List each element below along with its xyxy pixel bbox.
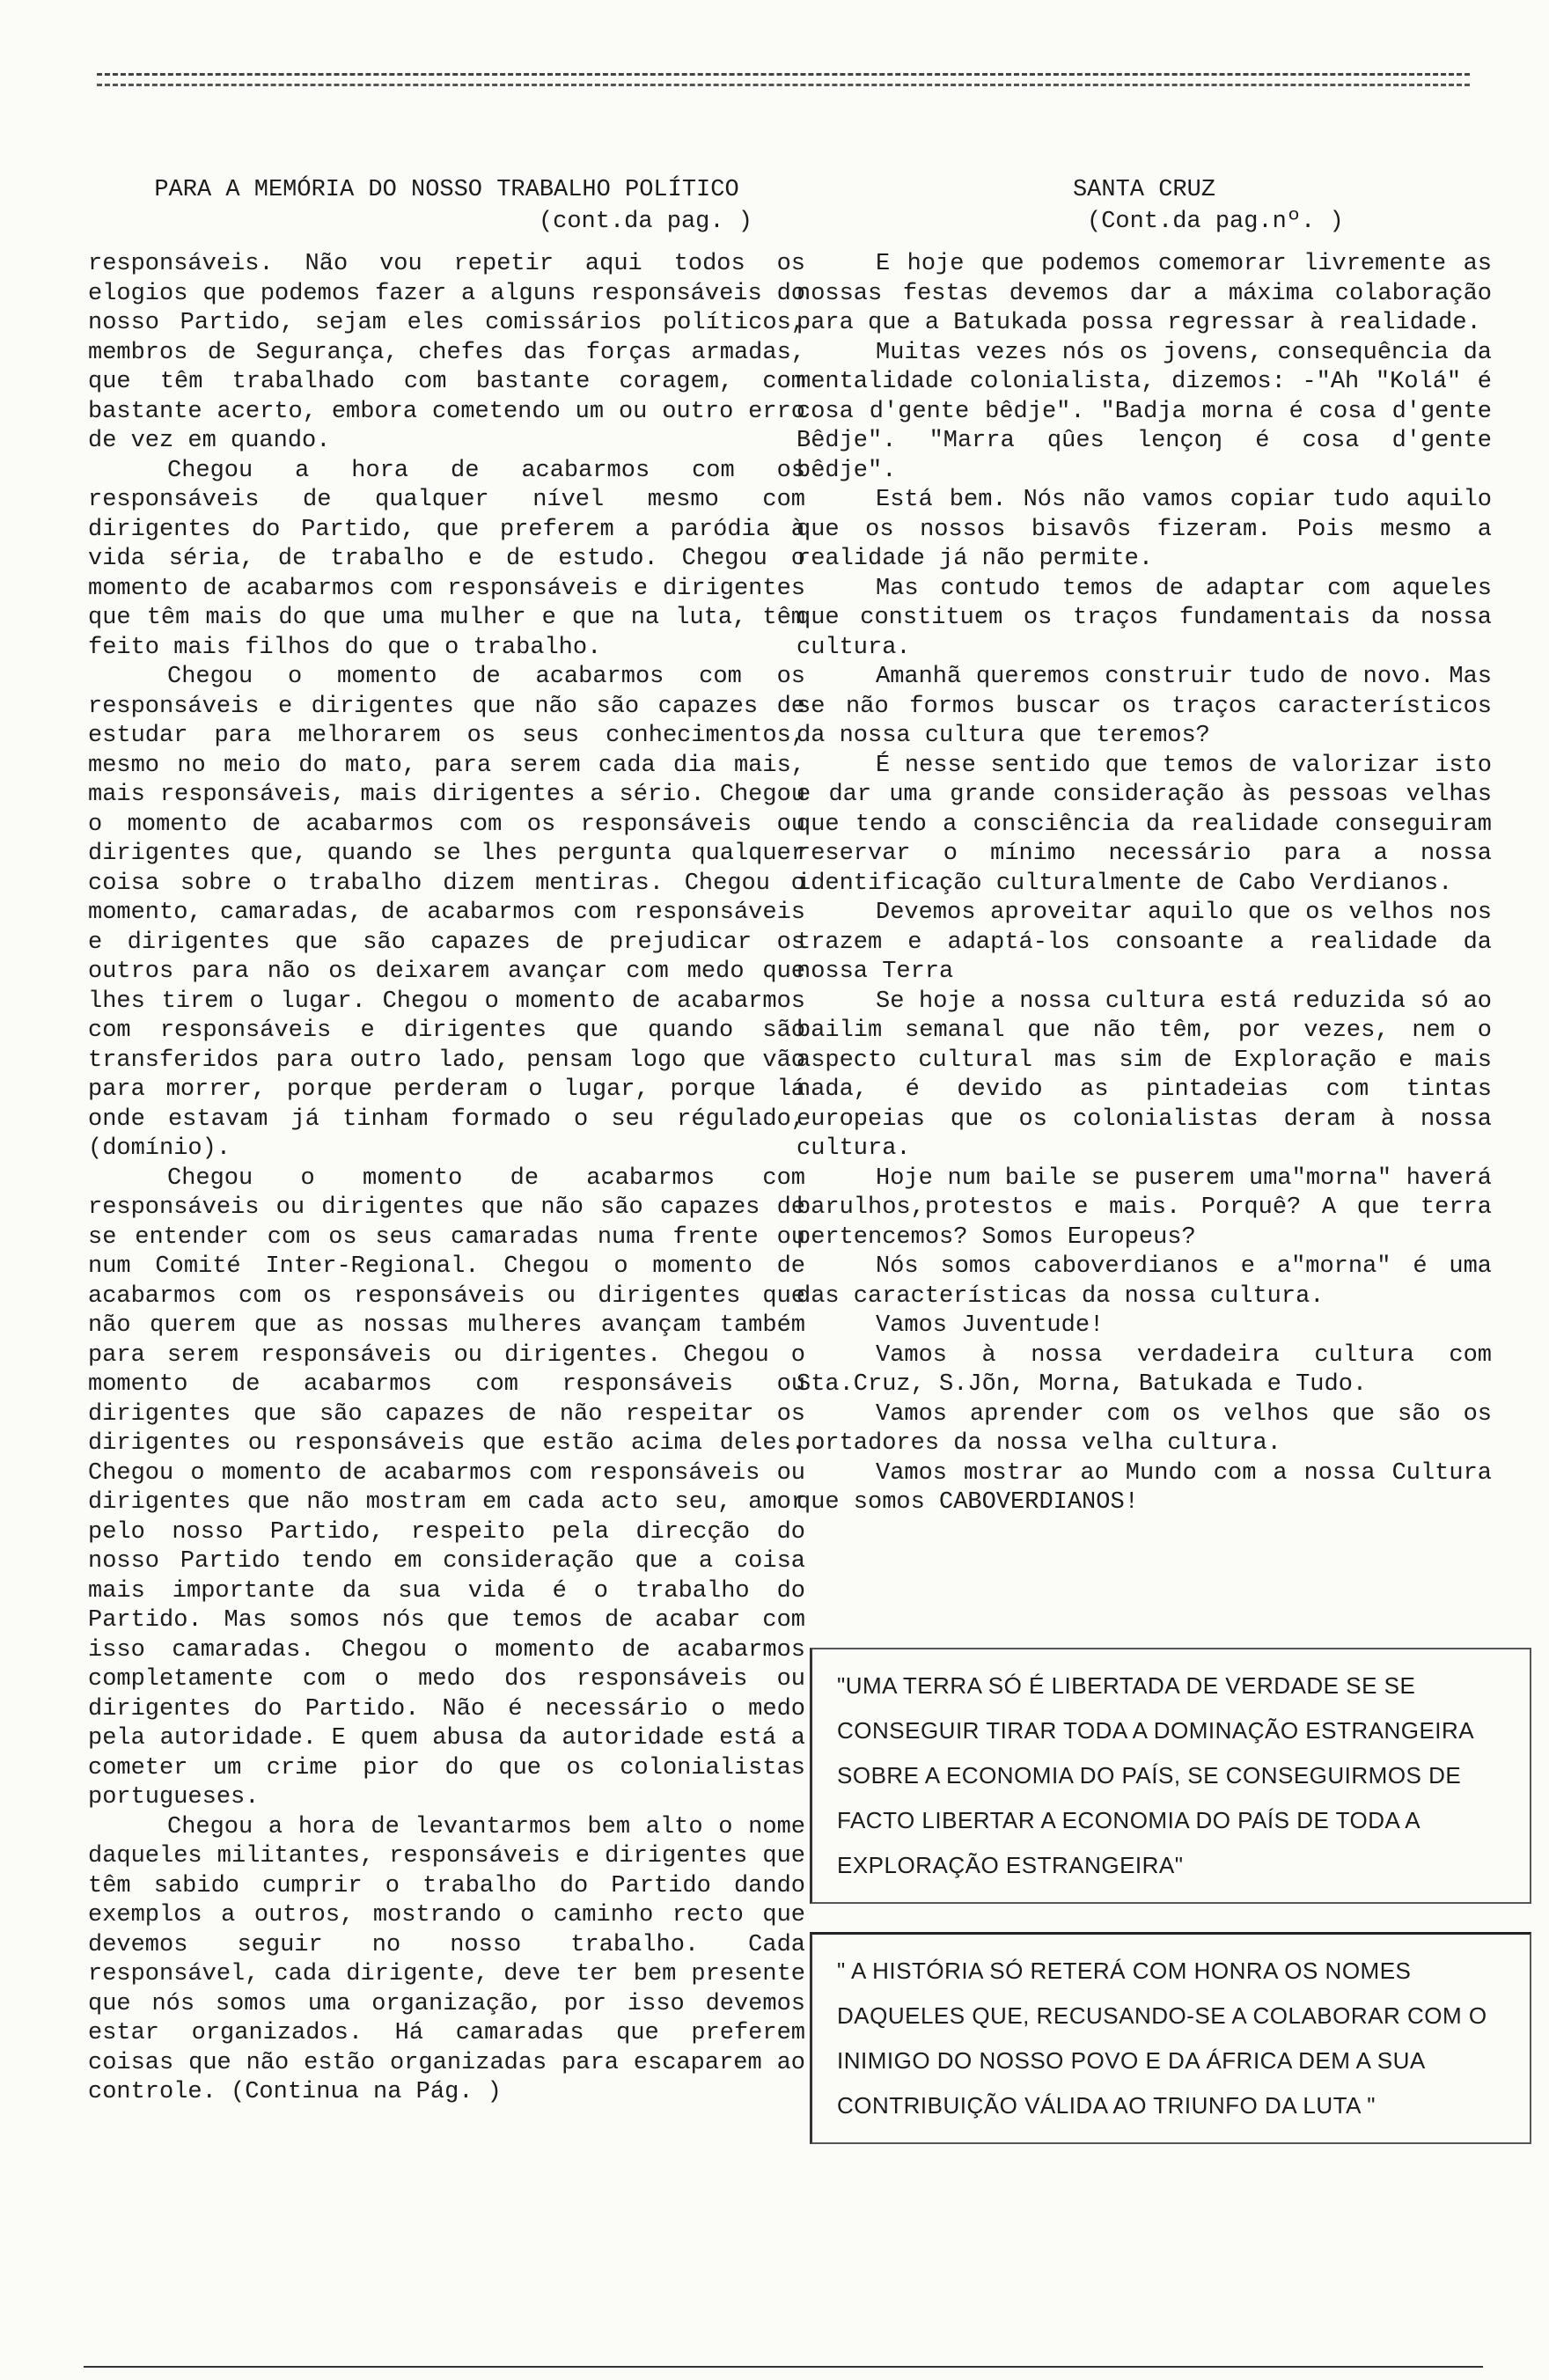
paragraph: Chegou a hora de levantarmos bem alto o nome daqueles militantes, responsáveis e dirigentes que têm sabido cumprir o trabalho do Partido dando exemplos a outros, mostrando o caminho recto que devemos seguir no nosso trabalho. Cada responsável, cada dirigente, deve ter bem presente que nós somos uma organização, por isso devemos estar organizados. Há camaradas que preferem coisas que não estão organizadas para escaparem ao controle. (Continua na Pág. )	[88, 1813, 805, 2105]
quote-box-history: " A HISTÓRIA SÓ RETERÁ COM HONRA OS NOMES DAQUELES QUE, RECUSANDO-SE A COLABORAR COM O INIMIGO DO NOSSO POVO E DA ÁFRICA DEM A SUA CONTRIBUIÇÃO VÁLIDA AO TRIUNFO DA LUTA "	[810, 1932, 1531, 2144]
left-article-title: PARA A MEMÓRIA DO NOSSO TRABALHO POLÍTICO	[154, 177, 739, 203]
right-article	[797, 174, 1492, 1518]
paragraph: Vamos à nossa verdadeira cultura com Sta.Cruz, S.Jõn, Morna, Batukada e Tudo.	[797, 1341, 1492, 1398]
paragraph: Muitas vezes nós os jovens, consequência da mentalidade colonialista, dizemos: -"Ah "Kolá" é cosa d'gente bêdje". "Badja morna é cosa d'gente Bêdje". "Marra qûes lençoŋ é cosa d'gente bêdje".	[797, 339, 1492, 484]
top-dashed-rule	[97, 73, 1470, 86]
bottom-rule	[84, 2366, 1483, 2368]
paragraph: Chegou a hora de acabarmos com os responsáveis de qualquer nível mesmo com dirigentes do Partido, que preferem a paródia à vida séria, de trabalho e de estudo. Chegou o momento de acabarmos com responsáveis e dirigentes que têm mais do que uma mulher e que na luta, têm feito mais filhos do que o trabalho.	[88, 457, 805, 661]
right-continuation-note: (Cont.da pag.nº. )	[1087, 209, 1344, 235]
left-continuation-note: (cont.da pag. )	[538, 209, 752, 235]
paragraph: E hoje que podemos comemorar livremente as nossas festas devemos dar a máxima colaboração para que a Batukada possa regressar à realidade.	[797, 251, 1492, 336]
paragraph: responsáveis. Não vou repetir aqui todos os elogios que podemos fazer a alguns responsáveis do nosso Partido, sejam eles comissários políticos, membros de Segurança, chefes das forças armadas, que têm trabalhado com bastante coragem, com bastante acerto, embora cometendo um ou outro erro de vez em quando.	[88, 251, 805, 454]
paragraph: Chegou o momento de acabarmos com responsáveis ou dirigentes que não são capazes de se entender com os seus camaradas numa frente ou num Comité Inter-Regional. Chegou o momento de acabarmos com os responsáveis ou dirigentes que não querem que as nossas mulheres avançam também para serem responsáveis ou dirigentes. Chegou o momento de acabarmos com responsáveis ou dirigentes que são capazes de não respeitar os dirigentes ou responsáveis que estão acima deles. Chegou o momento de acabarmos com responsáveis ou dirigentes que não mostram em cada acto seu, amor pelo nosso Partido, respeito pela direcção do nosso Partido tendo em consideração que a coisa mais importante da sua vida é o trabalho do Partido. Mas somos nós que temos de acabar com isso camaradas. Chegou o momento de acabarmos completamente com o medo dos responsáveis ou dirigentes do Partido. Não é necessário o medo pela autoridade. E quem abusa da autoridade está a cometer um crime pior do que os colonialistas portugueses.	[88, 1164, 805, 1811]
quote-box-economy: "UMA TERRA SÓ É LIBERTADA DE VERDADE SE SE CONSEGUIR TIRAR TODA A DOMINAÇÃO ESTRANGEIRA SOBRE A ECONOMIA DO PAÍS, SE CONSEGUIRMOS DE FACTO LIBERTAR A ECONOMIA DO PAÍS DE TODA A EXPLORAÇÃO ESTRANGEIRA"	[810, 1648, 1531, 1904]
paragraph: Hoje num baile se puserem uma"morna" haverá barulhos,protestos e mais. Porquê? A que terra pertencemos? Somos Europeus?	[797, 1164, 1492, 1251]
paragraph: Está bem. Nós não vamos copiar tudo aquilo que os nossos bisavôs fizeram. Pois mesmo a realidade já não permite.	[797, 487, 1492, 572]
paragraph: É nesse sentido que temos de valorizar isto e dar uma grande consideração às pessoas velhas que tendo a consciência da realidade conseguiram reservar o mínimo necessário para a nossa identificação culturalmente de Cabo Verdianos.	[797, 752, 1492, 897]
right-article-body	[797, 250, 1492, 1518]
right-article-title: SANTA CRUZ	[1072, 177, 1216, 203]
paragraph: Vamos Juventude!	[876, 1312, 1105, 1339]
paragraph: Mas contudo temos de adaptar com aqueles que constituem os traços fundamentais da nossa cultura.	[797, 575, 1492, 661]
paragraph: Vamos aprender com os velhos que são os portadores da nossa velha cultura.	[797, 1400, 1492, 1457]
paragraph: Chegou o momento de acabarmos com os responsáveis e dirigentes que não são capazes de estudar para melhorarem os seus conhecimentos, mesmo no meio do mato, para serem cada dia mais, mais responsáveis, mais dirigentes a sério. Chegou o momento de acabarmos com os responsáveis ou dirigentes que, quando se lhes pergunta qualquer coisa sobre o trabalho dizem mentiras. Chegou o momento, camaradas, de acabarmos com responsáveis e dirigentes que são capazes de prejudicar os outros para não os deixarem avançar com medo que lhes tirem o lugar. Chegou o momento de acabarmos com responsáveis e dirigentes que quando são transferidos para outro lado, pensam logo que vão para morrer, porque perderam o lugar, porque lá onde estavam já tinham formado o seu régulado,(domínio).	[88, 664, 805, 1162]
paragraph: Vamos mostrar ao Mundo com a nossa Cultura que somos CABOVERDIANOS!	[797, 1459, 1492, 1516]
left-article	[88, 174, 805, 2108]
paragraph: Se hoje a nossa cultura está reduzida só ao bailim semanal que não têm, por vezes, nem o aspecto cultural mas sim de Exploração e mais nada, é devido as pintadeias com tintas europeias que os colonialistas deram à nossa cultura.	[797, 988, 1492, 1162]
paragraph: Nós somos caboverdianos e a"morna" é uma das características da nossa cultura.	[797, 1253, 1492, 1310]
paragraph: Devemos aproveitar aquilo que os velhos nos trazem e adaptá-los consoante a realidade da nossa Terra	[797, 900, 1492, 985]
left-article-body	[88, 250, 805, 2108]
paragraph: Amanhã queremos construir tudo de novo. Mas se não formos buscar os traços característicos da nossa cultura que teremos?	[797, 664, 1492, 749]
